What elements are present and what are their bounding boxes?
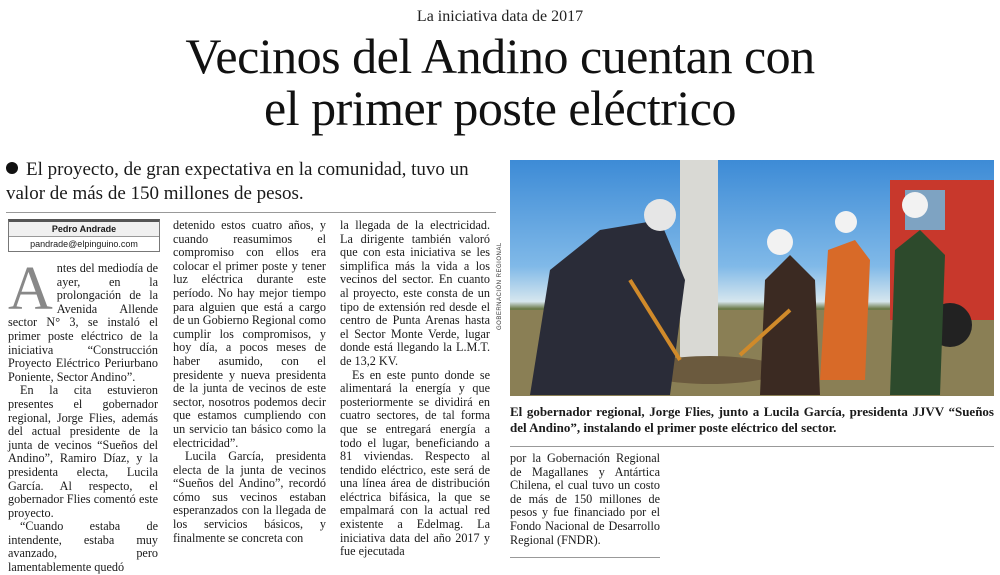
paragraph: por la Gobernación Regional de Magallanes y Antártica Chilena, el cual tuvo un costo de más de 150 millones de pesos y fue financiado por el Fondo Nacional de Desarrollo Regional (FNDR). (510, 451, 660, 547)
headline-line-2: el primer poste eléctrico (264, 80, 736, 136)
article-column-1 (8, 255, 158, 575)
byline-box (8, 219, 160, 252)
divider (510, 446, 994, 447)
dropcap: A (8, 255, 53, 323)
paragraph: Lucila García, presidenta electa de la junta de vecinos “Sueños del Andino”, recordó cómo sus vecinos estaban esperanzados con la llegada de los servicios básicos, y finalmente se concreta con (173, 449, 326, 545)
article-column-3 (340, 219, 490, 559)
photo-caption: El gobernador regional, Jorge Flies, junto a Lucila García, presidenta JJVV “Sueños del Andino”, instalando el primer poste eléctrico del sector. (510, 404, 994, 435)
divider (510, 557, 660, 558)
divider (6, 212, 496, 213)
paragraph: detenido estos cuatro años, y cuando reasumimos el compromiso con ellos era colocar el primer poste y tener luz eléctrica durante este período. No hay mejor tiempo para alguien que está a cargo de un Gobierno Regional como cumplir los compromisos, y hoy día, a pocos meses de haber asumido, con el presidente y nueva presidenta de la junta de vecinos de este sector, nosotros podemos decir que estamos cumpliendo con un servicio tan básico como la electricidad”. (173, 218, 326, 450)
paragraph: En la cita estuvieron presentes el gobernador regional, Jorge Flies, además del actual presidente de la junta de vecinos “Sueños del Andino”, Ramiro Díaz, y la presidenta electa, Lucila García. Al respecto, el gobernador Flies comentó este proyecto. (8, 383, 158, 520)
bullet-icon (6, 162, 18, 174)
paragraph: la llegada de la electricidad. La dirigente también valoró que con esta iniciativa se les simplifica más la vida a los vecinos del sector. En cuanto al proyecto, este consta de un tipo de extensión red desde el centro de Punta Arenas hasta el Sector Monte Verde, lugar donde está llegando la L.M.T. de 13,2 KV. (340, 218, 490, 368)
paragraph: Es en este punto donde se alimentará la energía y que posteriormente se dividirá en cuatro sectores, de tal forma que se entregará energía a todo el lugar, beneficiando a 81 viviendas. Respecto al tendido eléctrico, este será de una línea área de distribución eléctrica bifásica, la que se empalmará con la actual red existente a Edelmag. La iniciativa data del año 2017 y fue ejecutada (340, 367, 490, 559)
author-name: Pedro Andrade (9, 222, 159, 237)
news-photo (510, 160, 994, 396)
paragraph: “Cuando estaba de intendente, estaba muy avanzado, pero lamentablemente quedó (8, 519, 158, 575)
article-column-2 (173, 219, 326, 545)
subhead-text: El proyecto, de gran expectativa en la comunidad, tuvo un valor de más de 150 millones de pesos. (6, 159, 469, 204)
kicker: La iniciativa data de 2017 (416, 8, 584, 25)
article-column-4 (510, 452, 660, 547)
paragraph: Antes del mediodía de ayer, en la prolongación de la Avenida Allende sector N° 3, se instaló el primer poste eléctrico de la iniciativa “Construcción Proyecto Eléctrico Periurbano Poniente, Sector Andino”. (8, 255, 158, 384)
headline (60, 30, 940, 134)
author-email: pandrade@elpinguino.com (30, 239, 138, 249)
subhead (6, 158, 496, 206)
photo-illustration (510, 160, 994, 396)
headline-line-1: Vecinos del Andino cuentan con (185, 28, 815, 84)
photo-credit: GOBERNACIÓN REGIONAL (497, 242, 503, 330)
